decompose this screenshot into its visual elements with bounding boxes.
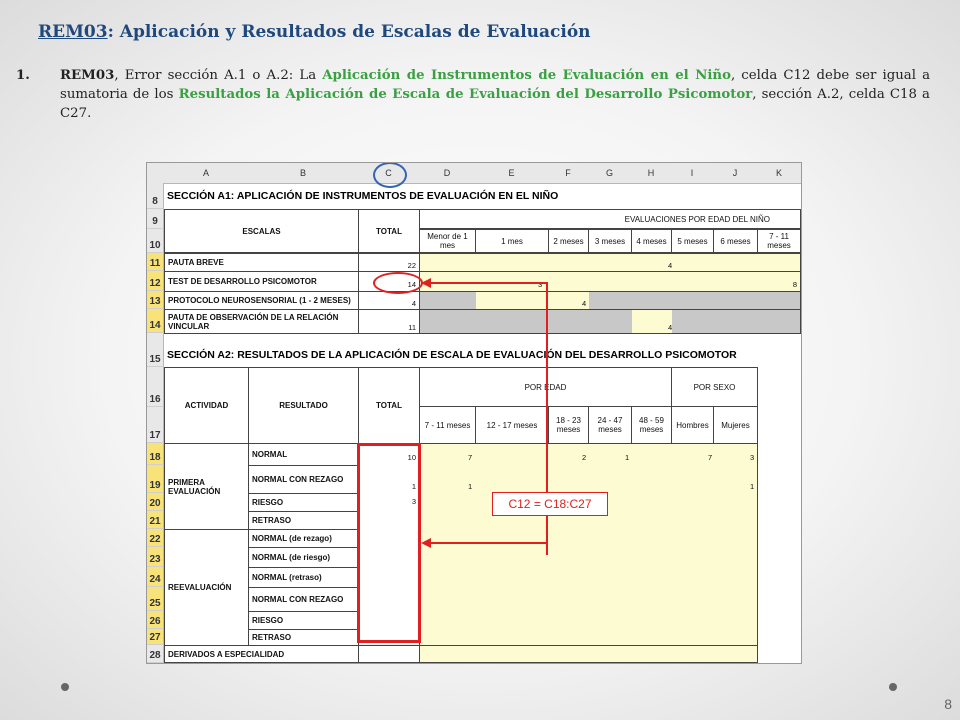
row-header-25: 25 — [147, 587, 164, 611]
row-header-10: 10 — [147, 229, 164, 253]
instruction-paragraph — [16, 66, 930, 123]
title-code-link[interactable]: REM03 — [38, 22, 108, 42]
a1-age-header: 5 meses — [671, 229, 714, 253]
title-text: : Aplicación y Resultados de Escalas de Evaluación — [107, 22, 591, 42]
a2-por-sexo-header: POR SEXO — [671, 367, 758, 407]
row-header-14: 14 — [147, 309, 164, 333]
a1-total-cell: 22 — [358, 253, 420, 272]
a2-result-label: RETRASO — [248, 511, 359, 530]
a2-resultado-header: RESULTADO — [248, 367, 359, 444]
a2-por-edad-header: POR EDAD — [419, 367, 672, 407]
arrows-overlay — [147, 163, 801, 663]
col-header-a: A — [164, 163, 249, 184]
a2-reevaluacion: REEVALUACIÓN — [164, 529, 249, 646]
a2-result-label: NORMAL (de riesgo) — [248, 547, 359, 568]
section-a2-title: SECCIÓN A2: RESULTADOS DE LA APLICACIÓN DE ESCALA DE EVALUACIÓN DEL DESARROLLO PSICOMOTOR — [167, 349, 737, 361]
a2-result-label: RETRASO — [248, 629, 359, 646]
a1-age-header: 2 meses — [548, 229, 589, 253]
a1-total-cell: 11 — [358, 309, 420, 334]
row-header-8: 8 — [147, 183, 164, 209]
item-number: 1. — [16, 68, 30, 83]
a2-result-label: NORMAL CON REZAGO — [248, 587, 359, 612]
a2-total-column: 10 1 3 — [358, 443, 420, 646]
a2-age-header: 18 - 23 meses — [548, 406, 589, 444]
page-number: 8 — [944, 696, 952, 712]
a2-sex-header: Mujeres — [713, 406, 758, 444]
a2-age-header: 7 - 11 meses — [419, 406, 476, 444]
row-header-19: 19 — [147, 465, 164, 493]
a1-item-label: TEST DE DESARROLLO PSICOMOTOR — [164, 271, 359, 292]
row-header-24: 24 — [147, 567, 164, 587]
col-header-d: D — [419, 163, 476, 184]
col-header-f: F — [548, 163, 589, 184]
a1-age-header: 4 meses — [631, 229, 672, 253]
row-header-26: 26 — [147, 611, 164, 629]
a2-age-header: 48 - 59 meses — [631, 406, 672, 444]
a1-age-header: 7 - 11 meses — [757, 229, 801, 253]
a2-result-label: NORMAL CON REZAGO — [248, 465, 359, 494]
a1-item-label: PAUTA DE OBSERVACIÓN DE LA RELACIÓN VINCULAR — [164, 309, 359, 334]
a2-derivados-label: DERIVADOS A ESPECIALIDAD — [164, 645, 359, 663]
a2-result-label: NORMAL — [248, 443, 359, 466]
a2-data-area: 7 2 1 7 3 1 1 — [419, 443, 758, 646]
a1-data-row-11: 4 — [419, 253, 801, 272]
col-header-c: C — [358, 163, 420, 184]
a2-result-label: RIESGO — [248, 493, 359, 512]
a2-result-label: NORMAL (de rezago) — [248, 529, 359, 548]
a1-group-header: EVALUACIONES POR EDAD DEL NIÑO — [419, 209, 801, 229]
row-header-28: 28 — [147, 645, 164, 663]
a2-primera-evaluacion: PRIMERA EVALUACIÓN — [164, 443, 249, 530]
highlight-application: Aplicación de Instrumentos de Evaluación en el Niño — [322, 68, 731, 83]
a1-total-header: TOTAL — [358, 209, 420, 253]
a1-item-label: PROTOCOLO NEUROSENSORIAL (1 - 2 MESES) — [164, 291, 359, 310]
a1-age-header: 6 meses — [713, 229, 758, 253]
a1-data-row-13: 4 — [419, 291, 801, 310]
text-part-1: , Error sección A.1 o A.2: La — [114, 68, 323, 83]
row-header-13: 13 — [147, 291, 164, 309]
row-header-17: 17 — [147, 407, 164, 443]
a1-total-cell-c12: 14 — [358, 271, 420, 292]
row-header-9: 9 — [147, 209, 164, 229]
a1-age-header: 1 mes — [475, 229, 549, 253]
a1-escalas-header: ESCALAS — [164, 209, 359, 253]
row-header-11: 11 — [147, 253, 164, 271]
a1-data-row-14: 4 — [419, 309, 801, 334]
a2-sex-header: Hombres — [671, 406, 714, 444]
row-header-23: 23 — [147, 547, 164, 567]
row-header-12: 12 — [147, 271, 164, 291]
a1-data-row-12: 3 8 — [419, 271, 801, 292]
bullet-dot-right — [889, 683, 897, 691]
a1-age-header: Menor de 1 mes — [419, 229, 476, 253]
arrow-head-c12 — [421, 278, 431, 288]
item-code: REM03 — [60, 68, 115, 83]
arrow-head-c18 — [421, 538, 431, 548]
slide-title — [38, 22, 591, 42]
col-header-e: E — [475, 163, 549, 184]
col-header-g: G — [588, 163, 632, 184]
row-header-18: 18 — [147, 443, 164, 465]
text-part-2: , celda C12 debe ser igual a sumatoria de los — [60, 68, 930, 102]
row-header-15: 15 — [147, 333, 164, 367]
col-header-h: H — [631, 163, 672, 184]
a2-age-header: 12 - 17 meses — [475, 406, 549, 444]
text-part-3: , sección A.2, celda C18 a C27. — [60, 87, 930, 121]
spreadsheet-screenshot — [146, 162, 802, 664]
col-header-i: I — [671, 163, 714, 184]
col-header-b: B — [248, 163, 359, 184]
bullet-dot-left — [61, 683, 69, 691]
row-header-22: 22 — [147, 529, 164, 547]
formula-callout: C12 = C18:C27 — [492, 492, 608, 516]
col-header-j: J — [713, 163, 758, 184]
col-header-k: K — [757, 163, 802, 184]
a1-total-cell: 4 — [358, 291, 420, 310]
row-header-21: 21 — [147, 511, 164, 529]
row-header-20: 20 — [147, 493, 164, 511]
row-header-27: 27 — [147, 629, 164, 645]
row-header-16: 16 — [147, 367, 164, 407]
highlight-results: Resultados la Aplicación de Escala de Evaluación del Desarrollo Psicomotor — [178, 87, 753, 102]
a2-actividad-header: ACTIVIDAD — [164, 367, 249, 444]
a2-age-header: 24 - 47 meses — [588, 406, 632, 444]
a2-result-label: RIESGO — [248, 611, 359, 630]
a2-result-label: NORMAL (retraso) — [248, 567, 359, 588]
a1-item-label: PAUTA BREVE — [164, 253, 359, 272]
a2-total-header: TOTAL — [358, 367, 420, 444]
a1-age-header: 3 meses — [588, 229, 632, 253]
section-a1-title: SECCIÓN A1: APLICACIÓN DE INSTRUMENTOS DE EVALUACIÓN EN EL NIÑO — [167, 190, 559, 202]
